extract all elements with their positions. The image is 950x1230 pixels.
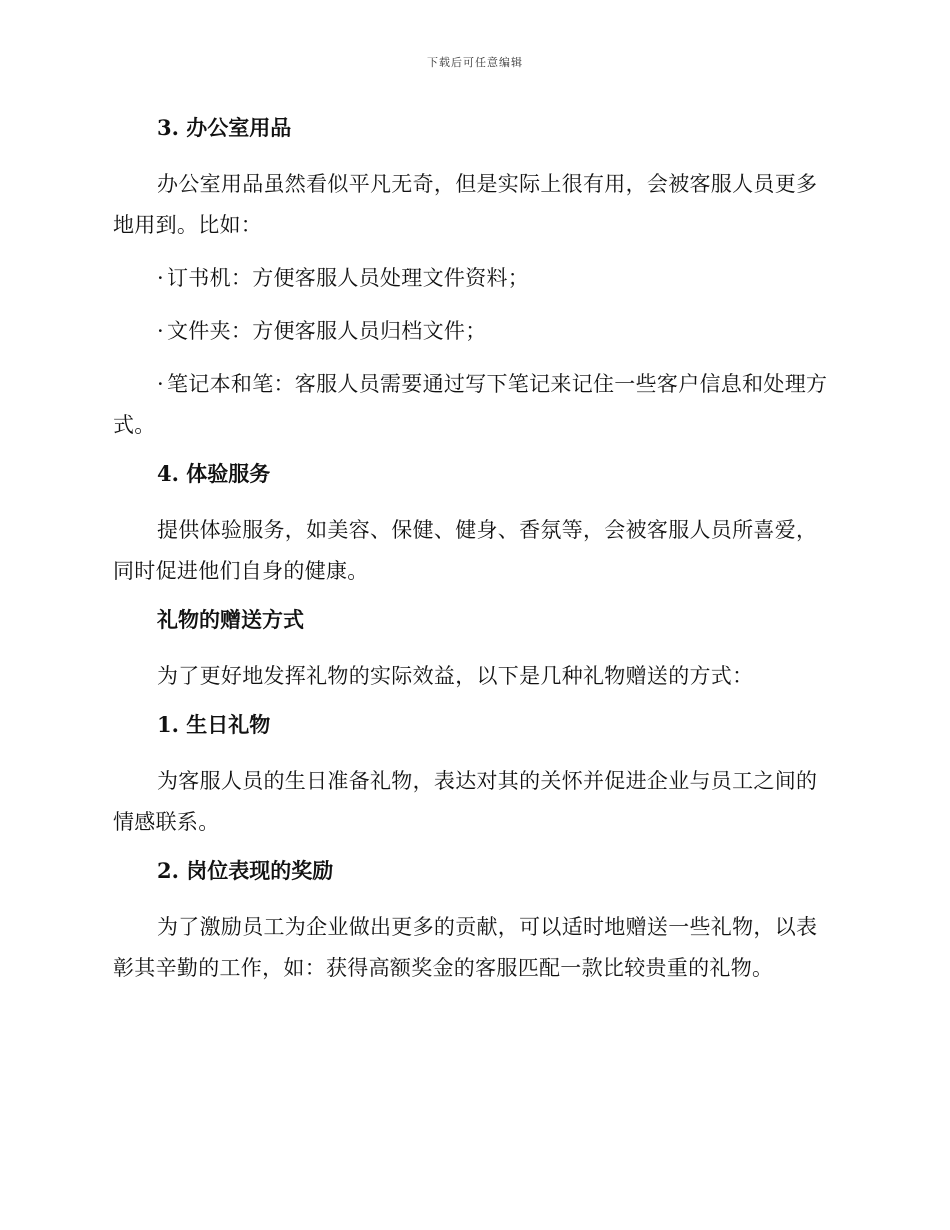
bullet-text: 文件夹：方便客服人员归档文件； [167,319,487,343]
section-heading-performance-reward: 2. 岗位表现的奖励 [157,858,334,883]
page-header: 下载后可任意编辑 [427,56,523,69]
bullet-dot: · [157,372,164,396]
section-heading-gift-methods: 礼物的赠送方式 [157,607,304,632]
paragraph: 办公室用品虽然看似平凡无奇，但是实际上很有用，会被客服人员更多地用到。比如： [113,172,818,237]
bullet-text: 订书机：方便客服人员处理文件资料； [167,266,530,290]
paragraph: 提供体验服务，如美容、保健、健身、香氛等，会被客服人员所喜爱，同时促进他们自身的健康。 [113,518,818,583]
section-heading-office-supplies: 3. 办公室用品 [157,115,292,140]
paragraph: 为了更好地发挥礼物的实际效益，以下是几种礼物赠送的方式： [157,664,754,688]
bullet-item [113,364,833,446]
bullet-text: 笔记本和笔：客服人员需要通过写下笔记来记住一些客户信息和处理方式。 [113,372,828,437]
bullet-item [113,258,833,299]
paragraph: 为了激励员工为企业做出更多的贡献，可以适时地赠送一些礼物，以表彰其辛勤的工作，如：获得高额奖金的客服匹配一款比较贵重的礼物。 [113,915,818,980]
paragraph: 为客服人员的生日准备礼物，表达对其的关怀并促进企业与员工之间的情感联系。 [113,769,818,834]
section-heading-experience-service: 4. 体验服务 [157,461,271,486]
bullet-dot: · [157,266,164,290]
section-heading-birthday-gift: 1. 生日礼物 [157,712,271,737]
bullet-item [113,311,833,352]
bullet-dot: · [157,319,164,343]
document-body [113,112,833,1001]
